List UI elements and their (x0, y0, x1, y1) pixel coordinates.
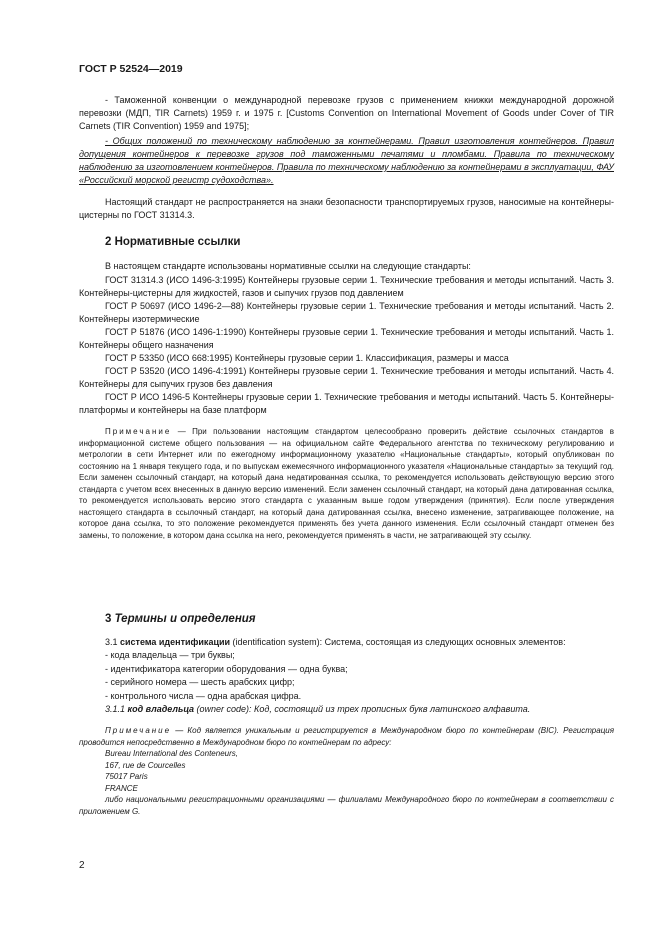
note-text: — Код является уникальным и регистрируется в Международном бюро по контейнерам (BIC). Регистрация проводится непосредственно в Международном бюро по контейнерам по адресу: (79, 726, 614, 747)
refs-note (79, 426, 614, 541)
def-text: (identification system): Система, состоящая из следующих основных элементов: (230, 637, 566, 647)
section-3-heading: Термины и определения (114, 613, 256, 625)
address-line: 75017 Paris (105, 772, 148, 781)
address-line: FRANCE (105, 783, 138, 793)
customs-convention-item: - Таможенной конвенции о международной перевозке грузов с применением книжки международной дорожной перевозки (МДП, TIR Carnets) 1959 г. и 1975 г. [Customs Convention on International Movement of Goods under Cover of TIR Carnets (TIR Convention) 1959 and 1975]; (79, 95, 614, 131)
address-line: Bureau International des Conteneurs, (105, 749, 238, 758)
subdef-number: 3.1.1 (105, 704, 128, 714)
section-2-title: 2 Нормативные ссылки (105, 236, 241, 248)
list-item: - контрольного числа — одна арабская цифра. (105, 690, 302, 701)
subdef-term: код владельца (127, 704, 195, 714)
address-line: 167, rue de Courcelles (105, 760, 186, 770)
owner-code-note (79, 725, 614, 748)
ref-item: ГОСТ Р 53350 (ИСО 668:1995) Контейнеры грузовые серии 1. Классификация, размеры и масса (105, 353, 509, 363)
note-text: — При пользовании настоящим стандартом целесообразно проверить действие ссылочных стандартов в информационной системе общего пользования — на официальном сайте Федерального агентства по техническому регулированию и метрологии в сети Интернет или по ежегодному информационному указателю «Национальные стандарты», который опубликован по состоянию на 1 января текущего года, и по выпускам ежемесячного информационного указателя «Национальные стандарты» за текущий год. Если заменен ссылочный стандарт, на который дана недатированная ссылка, то рекомендуется использовать действующую версию этого стандарта с учетом всех внесенных в данную версию изменений. Если заменен ссылочный стандарт, на который дана датированная ссылка, то рекомендуется использовать версию этого стандарта с указанным выше годом утверждения (принятия). Если после утверждения настоящего стандарта в ссылочный стандарт, на который дана датированная ссылка, внесено изменение, затрагивающее положение, на которое дана ссылка, то это положение рекомендуется применять без учета данного изменения. Если ссылочный стандарт отменен без замены, то положение, в котором дана ссылка на него, рекомендуется применять в части, не затрагивающей эту ссылку. (79, 427, 614, 540)
definition-3-1-1 (79, 703, 614, 716)
ref-item: ГОСТ 31314.3 (ИСО 1496-3:1995) Контейнеры грузовые серии 1. Технические требования и методы испытаний. Часть 3. Контейнеры-цистерны для жидкостей, газов и сыпучих грузов под давлением (79, 275, 614, 298)
list-item: - кода владельца — три буквы; (105, 650, 235, 660)
note-label: Примечание (105, 427, 172, 436)
page-number: 2 (79, 860, 85, 871)
running-header: ГОСТ Р 52524—2019 (79, 63, 183, 75)
terms-block (79, 636, 614, 817)
normative-refs-block (79, 260, 614, 541)
ref-item: ГОСТ Р 51876 (ИСО 1496-1:1990) Контейнеры грузовые серии 1. Технические требования и методы испытаний. Часть 1. Контейнеры общего назначения (79, 327, 614, 350)
list-item: - идентификатора категории оборудования — одна буква; (105, 663, 348, 674)
ref-item: ГОСТ Р ИСО 1496-5 Контейнеры грузовые серии 1. Технические требования и методы испытаний. Часть 5. Контейнеры-платформы и контейнеры на базе платформ (79, 392, 614, 415)
refs-lead: В настоящем стандарте использованы нормативные ссылки на следующие стандарты: (105, 261, 471, 271)
list-item: - серийного номера — шесть арабских цифр; (105, 677, 295, 687)
ref-item: ГОСТ Р 53520 (ИСО 1496-4:1991) Контейнеры грузовые серии 1. Технические требования и методы испытаний. Часть 4. Контейнеры для сыпучих грузов без давления (79, 366, 614, 389)
intro-block (79, 94, 614, 222)
general-provisions-item: - Общих положений по техническому наблюдению за контейнерами. Правил изготовления контейнеров. Правил допущения контейнеров к перевозке грузов под таможенными печатями и пломбами. Правила по техническому наблюдению за изготовлением контейнеров. Правила по техническому наблюдению за контейнерами в эксплуатации, ФАУ «Российский морской регистр судоходства». (79, 136, 614, 185)
ref-item: ГОСТ Р 50697 (ИСО 1496-2—88) Контейнеры грузовые серии 1. Технические требования и методы испытаний. Часть 2. Контейнеры изотермические (79, 301, 614, 324)
def-number: 3.1 (105, 637, 121, 647)
note-label: Примечание (105, 726, 172, 735)
section-3-title (105, 613, 256, 625)
note-tail: либо национальными регистрационными организациями — филиалами Международного бюро по контейнерам в соответствии с приложением G. (79, 795, 614, 816)
definition-3-1 (79, 636, 614, 649)
section-3-number: 3 (105, 613, 115, 625)
subdef-text: (owner code): Код, состоящий из трех прописных букв латинского алфавита. (194, 704, 531, 714)
scope-paragraph: Настоящий стандарт не распространяется на знаки безопасности транспортируемых грузов, наносимые на контейнеры-цистерны по ГОСТ 31314.3. (79, 197, 614, 220)
def-term: система идентификации (120, 637, 231, 647)
